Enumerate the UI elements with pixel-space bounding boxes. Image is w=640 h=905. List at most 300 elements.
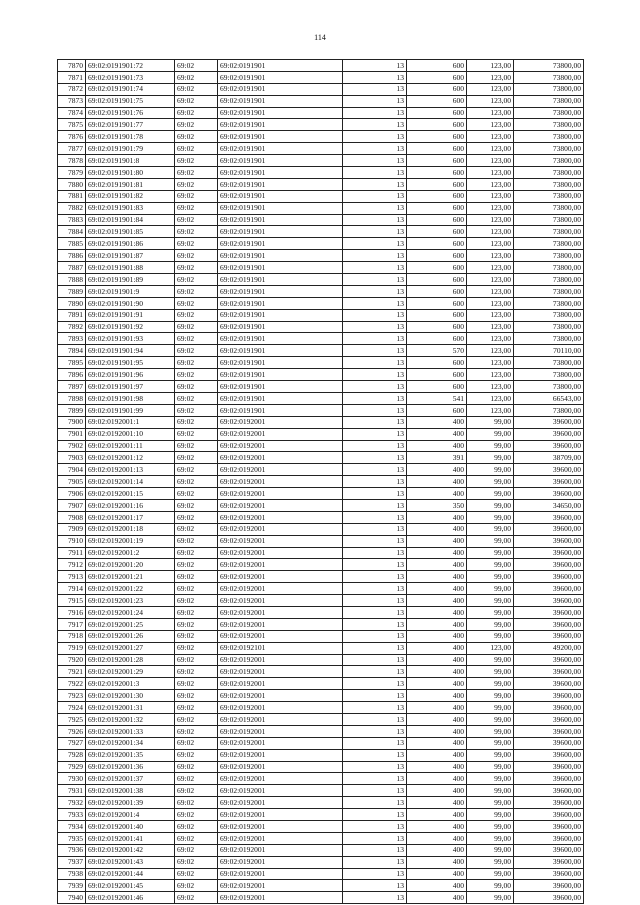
cadastral-value-cell: 73800,00 — [514, 381, 584, 393]
quarter-number-cell: 69:02:0191901 — [218, 71, 343, 83]
rate-cell: 123,00 — [467, 60, 514, 72]
row-number-cell: 7927 — [58, 737, 86, 749]
district-code-cell: 69:02 — [175, 202, 218, 214]
rate-cell: 99,00 — [467, 523, 514, 535]
rate-cell: 99,00 — [467, 630, 514, 642]
quarter-number-cell: 69:02:0191901 — [218, 404, 343, 416]
district-code-cell: 69:02 — [175, 856, 218, 868]
cadastral-number-cell: 69:02:0192001:1 — [86, 416, 175, 428]
zone-cell: 13 — [343, 713, 407, 725]
cadastral-value-cell: 73800,00 — [514, 107, 584, 119]
cadastral-value-cell: 39600,00 — [514, 416, 584, 428]
cadastral-value-cell: 39600,00 — [514, 725, 584, 737]
cadastral-number-cell: 69:02:0192001:14 — [86, 476, 175, 488]
area-cell: 600 — [407, 404, 467, 416]
zone-cell: 13 — [343, 880, 407, 892]
table-row — [58, 844, 584, 856]
cadastral-value-cell: 73800,00 — [514, 226, 584, 238]
cadastral-number-cell: 69:02:0192001:45 — [86, 880, 175, 892]
district-code-cell: 69:02 — [175, 809, 218, 821]
row-number-cell: 7920 — [58, 654, 86, 666]
row-number-cell: 7890 — [58, 297, 86, 309]
row-number-cell: 7908 — [58, 511, 86, 523]
quarter-number-cell: 69:02:0192001 — [218, 666, 343, 678]
quarter-number-cell: 69:02:0191901 — [218, 369, 343, 381]
cadastral-value-cell: 73800,00 — [514, 71, 584, 83]
zone-cell: 13 — [343, 547, 407, 559]
rate-cell: 123,00 — [467, 392, 514, 404]
district-code-cell: 69:02 — [175, 725, 218, 737]
row-number-cell: 7917 — [58, 618, 86, 630]
cadastral-value-cell: 39600,00 — [514, 713, 584, 725]
zone-cell: 13 — [343, 761, 407, 773]
table-row — [58, 190, 584, 202]
row-number-cell: 7875 — [58, 119, 86, 131]
area-cell: 400 — [407, 821, 467, 833]
area-cell: 400 — [407, 488, 467, 500]
cadastral-number-cell: 69:02:0192001:16 — [86, 499, 175, 511]
cadastral-number-cell: 69:02:0192001:28 — [86, 654, 175, 666]
cadastral-number-cell: 69:02:0192001:22 — [86, 583, 175, 595]
rate-cell: 99,00 — [467, 488, 514, 500]
table-row — [58, 880, 584, 892]
quarter-number-cell: 69:02:0191901 — [218, 167, 343, 179]
zone-cell: 13 — [343, 71, 407, 83]
cadastral-value-cell: 39600,00 — [514, 892, 584, 904]
area-cell: 600 — [407, 107, 467, 119]
area-cell: 600 — [407, 71, 467, 83]
area-cell: 600 — [407, 321, 467, 333]
zone-cell: 13 — [343, 131, 407, 143]
row-number-cell: 7900 — [58, 416, 86, 428]
rate-cell: 99,00 — [467, 844, 514, 856]
table-row — [58, 83, 584, 95]
table-row — [58, 702, 584, 714]
row-number-cell: 7895 — [58, 357, 86, 369]
rate-cell: 123,00 — [467, 71, 514, 83]
table-row — [58, 523, 584, 535]
area-cell: 400 — [407, 832, 467, 844]
rate-cell: 99,00 — [467, 666, 514, 678]
row-number-cell: 7891 — [58, 309, 86, 321]
zone-cell: 13 — [343, 511, 407, 523]
cadastral-value-cell: 39600,00 — [514, 856, 584, 868]
zone-cell: 13 — [343, 654, 407, 666]
table-row — [58, 606, 584, 618]
row-number-cell: 7903 — [58, 452, 86, 464]
area-cell: 400 — [407, 773, 467, 785]
rate-cell: 99,00 — [467, 761, 514, 773]
district-code-cell: 69:02 — [175, 214, 218, 226]
district-code-cell: 69:02 — [175, 571, 218, 583]
cadastral-value-cell: 39600,00 — [514, 690, 584, 702]
zone-cell: 13 — [343, 155, 407, 167]
rate-cell: 123,00 — [467, 274, 514, 286]
district-code-cell: 69:02 — [175, 749, 218, 761]
cadastral-number-cell: 69:02:0192001:10 — [86, 428, 175, 440]
table-row — [58, 488, 584, 500]
zone-cell: 13 — [343, 262, 407, 274]
rate-cell: 99,00 — [467, 797, 514, 809]
quarter-number-cell: 69:02:0192001 — [218, 702, 343, 714]
quarter-number-cell: 69:02:0191901 — [218, 119, 343, 131]
district-code-cell: 69:02 — [175, 71, 218, 83]
table-row — [58, 309, 584, 321]
area-cell: 400 — [407, 416, 467, 428]
table-row — [58, 725, 584, 737]
cadastral-number-cell: 69:02:0192001:41 — [86, 832, 175, 844]
quarter-number-cell: 69:02:0191901 — [218, 250, 343, 262]
zone-cell: 13 — [343, 178, 407, 190]
zone-cell: 13 — [343, 595, 407, 607]
zone-cell: 13 — [343, 749, 407, 761]
row-number-cell: 7872 — [58, 83, 86, 95]
zone-cell: 13 — [343, 95, 407, 107]
cadastral-number-cell: 69:02:0192001:21 — [86, 571, 175, 583]
zone-cell: 13 — [343, 464, 407, 476]
area-cell: 400 — [407, 678, 467, 690]
district-code-cell: 69:02 — [175, 190, 218, 202]
area-cell: 400 — [407, 440, 467, 452]
cadastral-value-cell: 39600,00 — [514, 440, 584, 452]
table-row — [58, 274, 584, 286]
quarter-number-cell: 69:02:0192001 — [218, 737, 343, 749]
table-row — [58, 369, 584, 381]
rate-cell: 99,00 — [467, 440, 514, 452]
table-row — [58, 345, 584, 357]
zone-cell: 13 — [343, 809, 407, 821]
quarter-number-cell: 69:02:0191901 — [218, 262, 343, 274]
area-cell: 600 — [407, 262, 467, 274]
area-cell: 400 — [407, 523, 467, 535]
rate-cell: 123,00 — [467, 107, 514, 119]
table-row — [58, 499, 584, 511]
cadastral-number-cell: 69:02:0191901:93 — [86, 333, 175, 345]
area-cell: 400 — [407, 428, 467, 440]
quarter-number-cell: 69:02:0192001 — [218, 476, 343, 488]
cadastral-number-cell: 69:02:0191901:96 — [86, 369, 175, 381]
district-code-cell: 69:02 — [175, 559, 218, 571]
cadastral-value-cell: 39600,00 — [514, 476, 584, 488]
cadastral-number-cell: 69:02:0191901:82 — [86, 190, 175, 202]
quarter-number-cell: 69:02:0191901 — [218, 131, 343, 143]
rate-cell: 123,00 — [467, 404, 514, 416]
cadastral-number-cell: 69:02:0192001:23 — [86, 595, 175, 607]
cadastral-value-cell: 73800,00 — [514, 333, 584, 345]
cadastral-value-cell: 39600,00 — [514, 464, 584, 476]
row-number-cell: 7937 — [58, 856, 86, 868]
zone-cell: 13 — [343, 143, 407, 155]
row-number-cell: 7940 — [58, 892, 86, 904]
district-code-cell: 69:02 — [175, 107, 218, 119]
cadastral-number-cell: 69:02:0191901:79 — [86, 143, 175, 155]
cadastral-number-cell: 69:02:0192001:42 — [86, 844, 175, 856]
quarter-number-cell: 69:02:0191901 — [218, 190, 343, 202]
cadastral-number-cell: 69:02:0192001:12 — [86, 452, 175, 464]
cadastral-value-cell: 66543,00 — [514, 392, 584, 404]
row-number-cell: 7932 — [58, 797, 86, 809]
cadastral-number-cell: 69:02:0191901:87 — [86, 250, 175, 262]
cadastral-value-cell: 73800,00 — [514, 95, 584, 107]
rate-cell: 99,00 — [467, 511, 514, 523]
row-number-cell: 7922 — [58, 678, 86, 690]
quarter-number-cell: 69:02:0192001 — [218, 464, 343, 476]
district-code-cell: 69:02 — [175, 702, 218, 714]
table-row — [58, 630, 584, 642]
table-row — [58, 357, 584, 369]
table-row — [58, 416, 584, 428]
table-row — [58, 547, 584, 559]
zone-cell: 13 — [343, 333, 407, 345]
cadastral-value-cell: 34650,00 — [514, 499, 584, 511]
quarter-number-cell: 69:02:0191901 — [218, 274, 343, 286]
zone-cell: 13 — [343, 785, 407, 797]
zone-cell: 13 — [343, 83, 407, 95]
row-number-cell: 7892 — [58, 321, 86, 333]
area-cell: 400 — [407, 785, 467, 797]
cadastral-number-cell: 69:02:0192001:40 — [86, 821, 175, 833]
cadastral-number-cell: 69:02:0192001:26 — [86, 630, 175, 642]
table-row — [58, 642, 584, 654]
row-number-cell: 7907 — [58, 499, 86, 511]
area-cell: 600 — [407, 297, 467, 309]
area-cell: 400 — [407, 797, 467, 809]
table-row — [58, 749, 584, 761]
rate-cell: 99,00 — [467, 595, 514, 607]
cadastral-number-cell: 69:02:0191901:75 — [86, 95, 175, 107]
district-code-cell: 69:02 — [175, 143, 218, 155]
table-row — [58, 595, 584, 607]
quarter-number-cell: 69:02:0191901 — [218, 285, 343, 297]
rate-cell: 99,00 — [467, 737, 514, 749]
district-code-cell: 69:02 — [175, 83, 218, 95]
cadastral-number-cell: 69:02:0191901:8 — [86, 155, 175, 167]
area-cell: 400 — [407, 856, 467, 868]
cadastral-number-cell: 69:02:0192001:38 — [86, 785, 175, 797]
area-cell: 400 — [407, 535, 467, 547]
quarter-number-cell: 69:02:0191901 — [218, 297, 343, 309]
table-row — [58, 107, 584, 119]
cadastral-value-cell: 38709,00 — [514, 452, 584, 464]
area-cell: 600 — [407, 226, 467, 238]
zone-cell: 13 — [343, 523, 407, 535]
area-cell: 600 — [407, 309, 467, 321]
cadastral-number-cell: 69:02:0191901:89 — [86, 274, 175, 286]
zone-cell: 13 — [343, 60, 407, 72]
rate-cell: 99,00 — [467, 702, 514, 714]
area-cell: 400 — [407, 809, 467, 821]
table-row — [58, 250, 584, 262]
cadastral-number-cell: 69:02:0192001:34 — [86, 737, 175, 749]
area-cell: 600 — [407, 238, 467, 250]
quarter-number-cell: 69:02:0192101 — [218, 642, 343, 654]
cadastral-value-cell: 39600,00 — [514, 488, 584, 500]
cadastral-value-cell: 39600,00 — [514, 559, 584, 571]
area-cell: 400 — [407, 595, 467, 607]
row-number-cell: 7905 — [58, 476, 86, 488]
rate-cell: 99,00 — [467, 547, 514, 559]
row-number-cell: 7921 — [58, 666, 86, 678]
district-code-cell: 69:02 — [175, 155, 218, 167]
cadastral-value-cell: 73800,00 — [514, 178, 584, 190]
rate-cell: 123,00 — [467, 143, 514, 155]
cadastral-value-cell: 73800,00 — [514, 274, 584, 286]
quarter-number-cell: 69:02:0192001 — [218, 606, 343, 618]
rate-cell: 99,00 — [467, 868, 514, 880]
zone-cell: 13 — [343, 725, 407, 737]
area-cell: 600 — [407, 119, 467, 131]
cadastral-number-cell: 69:02:0191901:88 — [86, 262, 175, 274]
district-code-cell: 69:02 — [175, 238, 218, 250]
area-cell: 350 — [407, 499, 467, 511]
table-row — [58, 559, 584, 571]
cadastral-value-cell: 73800,00 — [514, 60, 584, 72]
district-code-cell: 69:02 — [175, 250, 218, 262]
row-number-cell: 7878 — [58, 155, 86, 167]
cadastral-value-cell: 73800,00 — [514, 309, 584, 321]
row-number-cell: 7925 — [58, 713, 86, 725]
cadastral-number-cell: 69:02:0192001:31 — [86, 702, 175, 714]
district-code-cell: 69:02 — [175, 452, 218, 464]
quarter-number-cell: 69:02:0191901 — [218, 143, 343, 155]
area-cell: 600 — [407, 83, 467, 95]
district-code-cell: 69:02 — [175, 333, 218, 345]
row-number-cell: 7897 — [58, 381, 86, 393]
quarter-number-cell: 69:02:0192001 — [218, 678, 343, 690]
table-row — [58, 535, 584, 547]
rate-cell: 99,00 — [467, 773, 514, 785]
area-cell: 400 — [407, 618, 467, 630]
cadastral-value-cell: 39600,00 — [514, 630, 584, 642]
table-row — [58, 618, 584, 630]
rate-cell: 123,00 — [467, 131, 514, 143]
cadastral-value-table — [57, 59, 584, 904]
zone-cell: 13 — [343, 238, 407, 250]
area-cell: 400 — [407, 606, 467, 618]
quarter-number-cell: 69:02:0191901 — [218, 392, 343, 404]
zone-cell: 13 — [343, 583, 407, 595]
cadastral-value-cell: 39600,00 — [514, 761, 584, 773]
rate-cell: 123,00 — [467, 345, 514, 357]
zone-cell: 13 — [343, 357, 407, 369]
table-row — [58, 404, 584, 416]
row-number-cell: 7894 — [58, 345, 86, 357]
row-number-cell: 7914 — [58, 583, 86, 595]
quarter-number-cell: 69:02:0192001 — [218, 416, 343, 428]
rate-cell: 99,00 — [467, 476, 514, 488]
cadastral-value-cell: 73800,00 — [514, 250, 584, 262]
quarter-number-cell: 69:02:0192001 — [218, 713, 343, 725]
table-row — [58, 119, 584, 131]
cadastral-number-cell: 69:02:0191901:72 — [86, 60, 175, 72]
quarter-number-cell: 69:02:0191901 — [218, 238, 343, 250]
cadastral-number-cell: 69:02:0192001:29 — [86, 666, 175, 678]
table-row — [58, 690, 584, 702]
row-number-cell: 7935 — [58, 832, 86, 844]
zone-cell: 13 — [343, 499, 407, 511]
district-code-cell: 69:02 — [175, 832, 218, 844]
rate-cell: 123,00 — [467, 167, 514, 179]
quarter-number-cell: 69:02:0192001 — [218, 630, 343, 642]
quarter-number-cell: 69:02:0192001 — [218, 856, 343, 868]
cadastral-number-cell: 69:02:0191901:99 — [86, 404, 175, 416]
district-code-cell: 69:02 — [175, 416, 218, 428]
zone-cell: 13 — [343, 190, 407, 202]
cadastral-number-cell: 69:02:0191901:78 — [86, 131, 175, 143]
district-code-cell: 69:02 — [175, 499, 218, 511]
quarter-number-cell: 69:02:0191901 — [218, 226, 343, 238]
zone-cell: 13 — [343, 666, 407, 678]
cadastral-value-cell: 39600,00 — [514, 749, 584, 761]
table-row — [58, 131, 584, 143]
row-number-cell: 7873 — [58, 95, 86, 107]
rate-cell: 99,00 — [467, 832, 514, 844]
area-cell: 600 — [407, 178, 467, 190]
row-number-cell: 7880 — [58, 178, 86, 190]
cadastral-number-cell: 69:02:0191901:97 — [86, 381, 175, 393]
cadastral-number-cell: 69:02:0192001:15 — [86, 488, 175, 500]
quarter-number-cell: 69:02:0192001 — [218, 797, 343, 809]
rate-cell: 123,00 — [467, 321, 514, 333]
zone-cell: 13 — [343, 868, 407, 880]
quarter-number-cell: 69:02:0192001 — [218, 595, 343, 607]
cadastral-number-cell: 69:02:0191901:81 — [86, 178, 175, 190]
district-code-cell: 69:02 — [175, 440, 218, 452]
row-number-cell: 7915 — [58, 595, 86, 607]
quarter-number-cell: 69:02:0192001 — [218, 535, 343, 547]
area-cell: 400 — [407, 892, 467, 904]
district-code-cell: 69:02 — [175, 713, 218, 725]
row-number-cell: 7936 — [58, 844, 86, 856]
rate-cell: 123,00 — [467, 333, 514, 345]
zone-cell: 13 — [343, 392, 407, 404]
row-number-cell: 7887 — [58, 262, 86, 274]
cadastral-number-cell: 69:02:0192001:43 — [86, 856, 175, 868]
table-row — [58, 666, 584, 678]
cadastral-number-cell: 69:02:0192001:35 — [86, 749, 175, 761]
rate-cell: 123,00 — [467, 262, 514, 274]
row-number-cell: 7934 — [58, 821, 86, 833]
district-code-cell: 69:02 — [175, 464, 218, 476]
rate-cell: 99,00 — [467, 535, 514, 547]
table-row — [58, 511, 584, 523]
zone-cell: 13 — [343, 535, 407, 547]
area-cell: 600 — [407, 143, 467, 155]
rate-cell: 123,00 — [467, 297, 514, 309]
cadastral-value-cell: 39600,00 — [514, 428, 584, 440]
quarter-number-cell: 69:02:0192001 — [218, 547, 343, 559]
area-cell: 600 — [407, 155, 467, 167]
zone-cell: 13 — [343, 832, 407, 844]
zone-cell: 13 — [343, 167, 407, 179]
row-number-cell: 7874 — [58, 107, 86, 119]
row-number-cell: 7879 — [58, 167, 86, 179]
zone-cell: 13 — [343, 381, 407, 393]
district-code-cell: 69:02 — [175, 369, 218, 381]
quarter-number-cell: 69:02:0191901 — [218, 381, 343, 393]
district-code-cell: 69:02 — [175, 797, 218, 809]
cadastral-value-cell: 39600,00 — [514, 654, 584, 666]
table-row — [58, 713, 584, 725]
district-code-cell: 69:02 — [175, 595, 218, 607]
zone-cell: 13 — [343, 214, 407, 226]
quarter-number-cell: 69:02:0192001 — [218, 452, 343, 464]
area-cell: 600 — [407, 285, 467, 297]
rate-cell: 99,00 — [467, 606, 514, 618]
district-code-cell: 69:02 — [175, 262, 218, 274]
rate-cell: 99,00 — [467, 809, 514, 821]
district-code-cell: 69:02 — [175, 666, 218, 678]
